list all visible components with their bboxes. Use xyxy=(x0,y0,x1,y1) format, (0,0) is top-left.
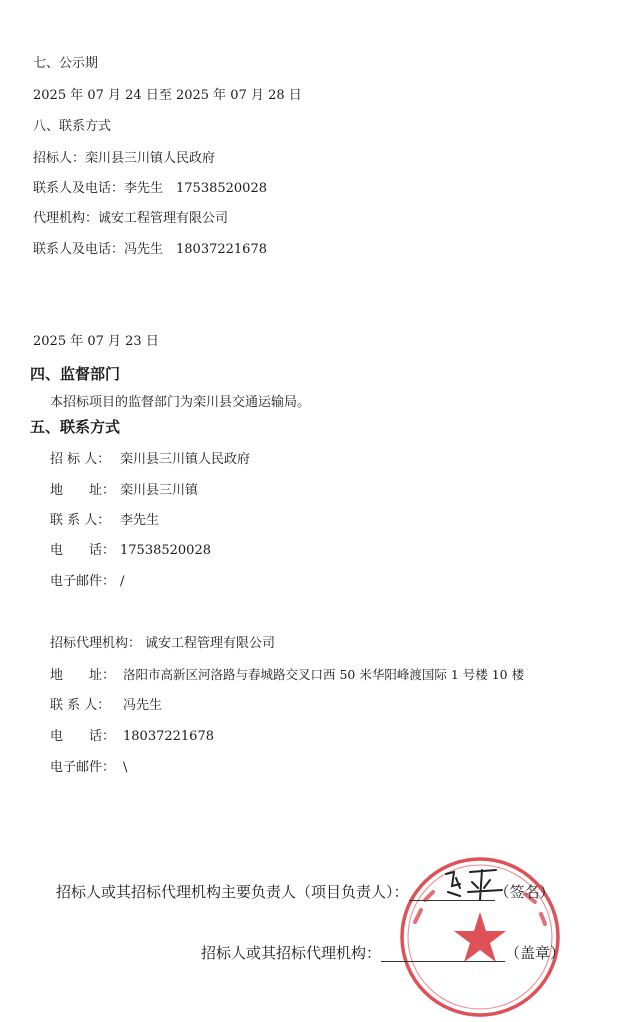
agency-address-value: 洛阳市高新区河洛路与春城路交叉口西 50 米华阳峰渡国际 1 号楼 10 楼 xyxy=(123,667,525,682)
section4-heading: 四、监督部门 xyxy=(30,365,121,383)
tenderer-line: 招标人：栾川县三川镇人民政府 xyxy=(33,151,216,166)
tenderer-address-label: 地 址： xyxy=(50,483,116,498)
agency-address-label: 地 址： xyxy=(50,668,116,683)
tenderer-contact-label: 联 系 人： xyxy=(50,513,111,528)
seal-suffix: （盖章） xyxy=(505,944,566,962)
section5-heading: 五、联系方式 xyxy=(30,418,121,436)
agency-contact-line: 联系人及电话：冯先生 18037221678 xyxy=(33,242,267,257)
tenderer-phone-label: 电 话： xyxy=(50,543,116,558)
section8-heading: 八、联系方式 xyxy=(33,119,112,134)
agency-contact-value: 冯先生 xyxy=(123,698,163,713)
section7-heading: 七、公示期 xyxy=(33,56,99,71)
seal-label: 招标人或其招标代理机构： xyxy=(201,944,382,962)
agency-contact-label: 联 系 人： xyxy=(50,698,111,713)
document-date: 2025 年 07 月 23 日 xyxy=(33,334,159,349)
signature-underline xyxy=(409,884,495,901)
agency-name-value: 诚安工程管理有限公司 xyxy=(145,636,276,651)
agency-phone-value: 18037221678 xyxy=(123,729,214,744)
tenderer-contact-value: 李先生 xyxy=(120,513,160,528)
tenderer-name-row xyxy=(50,452,250,468)
tenderer-phone-value: 17538520028 xyxy=(120,543,211,558)
agency-line: 代理机构：诚安工程管理有限公司 xyxy=(33,211,229,226)
agency-email-value: \ xyxy=(123,760,128,775)
tenderer-phone-row xyxy=(50,543,211,559)
seal-line xyxy=(201,944,565,962)
publicity-period: 2025 年 07 月 24 日至 2025 年 07 月 28 日 xyxy=(33,88,302,103)
seal-underline xyxy=(381,945,505,962)
tenderer-email-row xyxy=(50,574,124,590)
tenderer-email-value: / xyxy=(120,574,125,589)
agency-phone-label: 电 话： xyxy=(50,729,116,744)
tenderer-address-value: 栾川县三川镇 xyxy=(120,483,199,498)
agency-address-row xyxy=(50,667,524,684)
agency-name-label: 招标代理机构： xyxy=(50,636,142,651)
tenderer-contact-row xyxy=(50,513,159,529)
tenderer-email-label: 电子邮件： xyxy=(50,574,116,589)
signature-suffix: （签名） xyxy=(494,883,555,901)
tenderer-name-value: 栾川县三川镇人民政府 xyxy=(120,452,251,467)
tenderer-name-label: 招 标 人： xyxy=(50,452,111,467)
agency-phone-row xyxy=(50,729,214,745)
agency-contact-row xyxy=(50,698,162,714)
agency-name-row xyxy=(50,636,275,652)
agency-email-row xyxy=(50,760,127,776)
agency-email-label: 电子邮件： xyxy=(50,760,116,775)
tenderer-address-row xyxy=(50,483,198,499)
signature-label: 招标人或其招标代理机构主要负责人（项目负责人）： xyxy=(56,883,409,901)
supervision-text: 本招标项目的监督部门为栾川县交通运输局。 xyxy=(50,395,311,410)
signature-line xyxy=(56,883,555,901)
tenderer-contact-line: 联系人及电话：李先生 17538520028 xyxy=(33,181,267,196)
